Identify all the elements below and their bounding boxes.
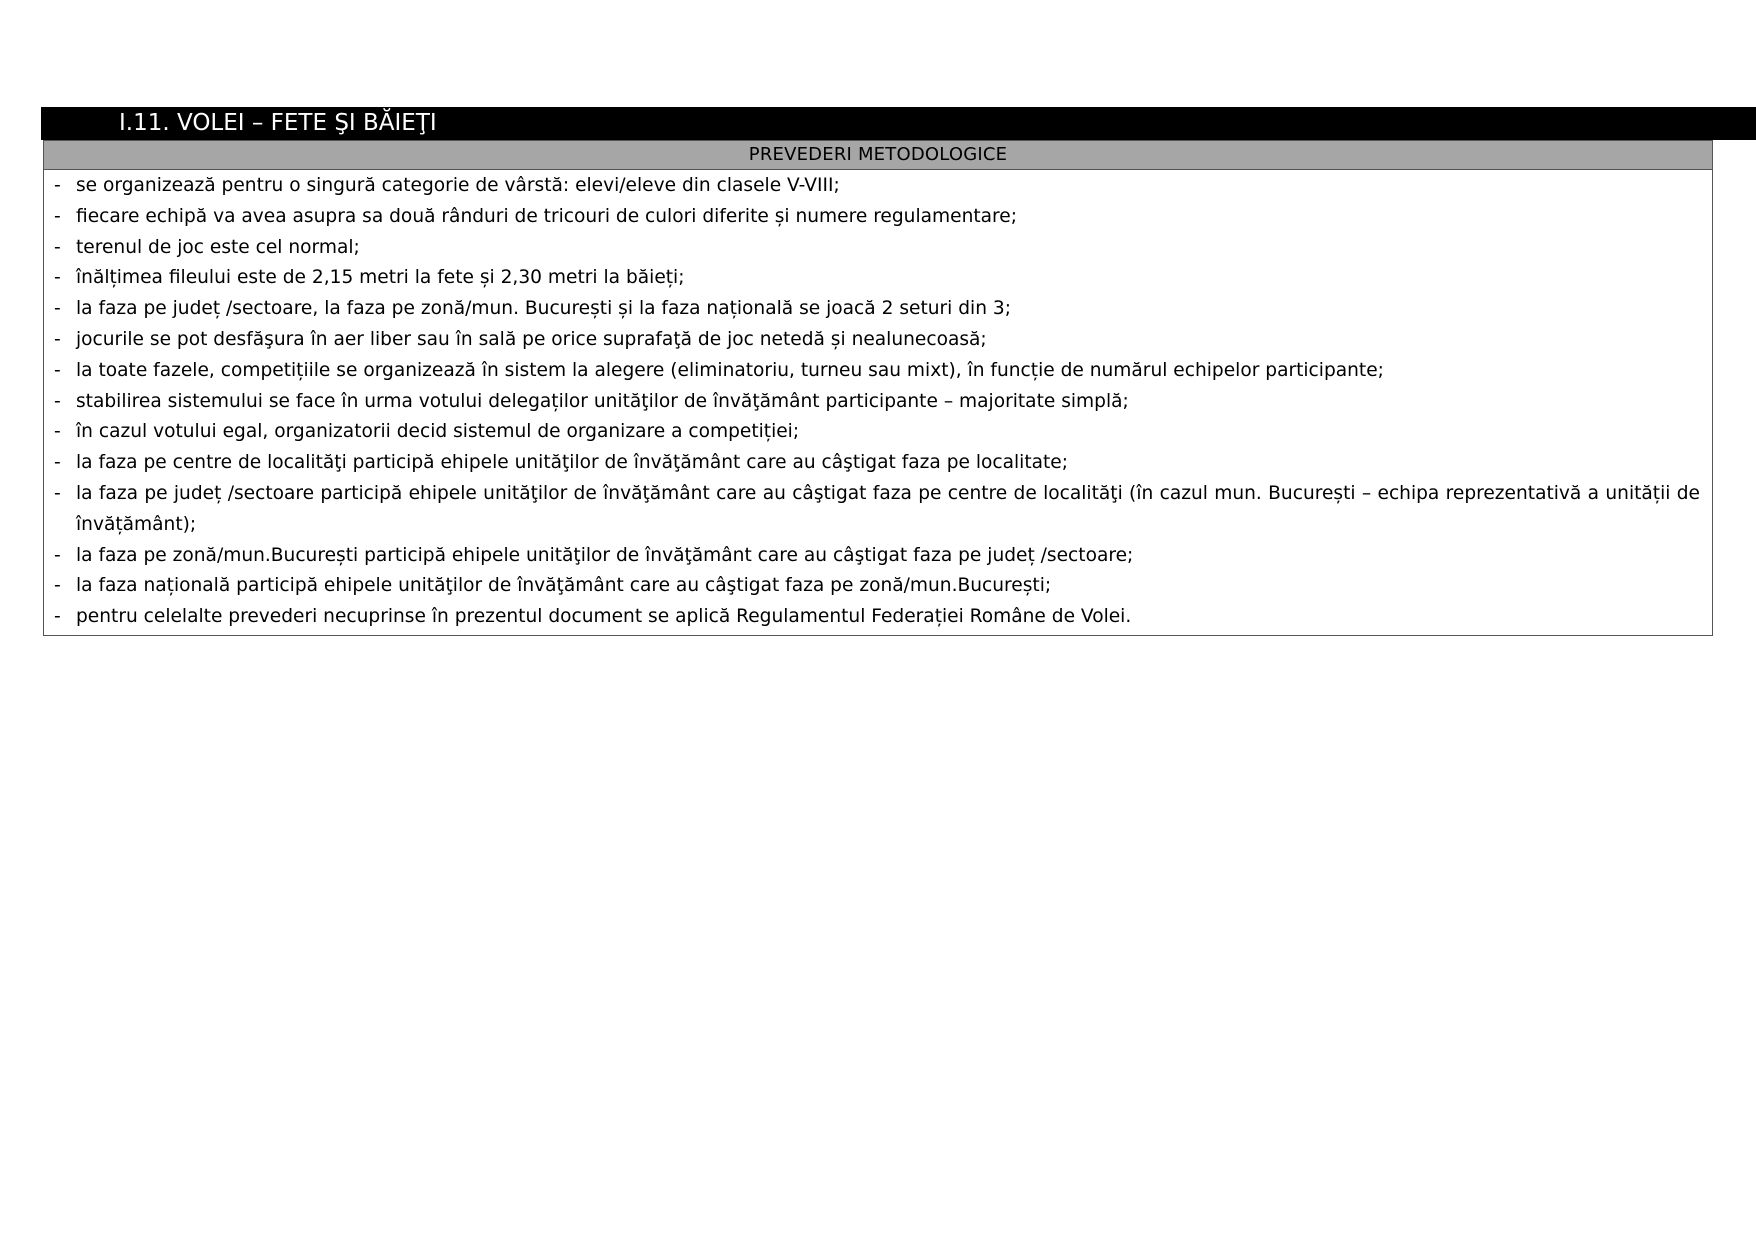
list-item-text: la faza națională participă ehipele unităţilor de învăţământ care au câştigat faza pe zonă/mun.București; xyxy=(76,575,1052,597)
bullet-dash: - xyxy=(54,267,61,289)
list-item xyxy=(54,448,1700,479)
bullet-dash: - xyxy=(54,482,61,504)
bullet-dash: - xyxy=(54,452,61,474)
list-item-text: la toate fazele, competițiile se organizează în sistem la alegere (eliminatoriu, turneu sau mixt), în funcție de numărul echipelor participante; xyxy=(76,359,1384,381)
table-header: PREVEDERI METODOLOGICE xyxy=(44,141,1712,170)
list-item xyxy=(54,541,1700,572)
list-item-text: pentru celelalte prevederi necuprinse în prezentul document se aplică Regulamentul Federației Române de Volei. xyxy=(76,606,1132,628)
list-item xyxy=(54,479,1700,541)
bullet-dash: - xyxy=(54,390,61,412)
list-item-text: la faza pe județ /sectoare, la faza pe zonă/mun. București și la faza națională se joacă 2 seturi din 3; xyxy=(76,298,1011,320)
bullet-dash: - xyxy=(54,205,61,227)
bullet-dash: - xyxy=(54,328,61,350)
bullet-dash: - xyxy=(54,606,61,628)
list-item-text: în cazul votului egal, organizatorii decid sistemul de organizare a competiției; xyxy=(76,421,800,443)
rules-list xyxy=(44,170,1712,635)
bullet-dash: - xyxy=(54,544,61,566)
list-item-text: la faza pe zonă/mun.București participă ehipele unităţilor de învăţământ care au câştigat faza pe județ /sectoare; xyxy=(76,544,1134,566)
list-item xyxy=(54,263,1700,294)
methodology-table xyxy=(43,140,1713,636)
list-item-text: la faza pe județ /sectoare participă ehipele unităţilor de învăţământ care au câştigat faza pe centre de localităţi (în cazul mun. București – echipa reprezentativă a unității de învățământ); xyxy=(76,482,1700,535)
bullet-dash: - xyxy=(54,359,61,381)
list-item-text: stabilirea sistemului se face în urma votului delegaților unităţilor de învăţământ participante – majoritate simplă; xyxy=(76,390,1129,412)
list-item-text: terenul de joc este cel normal; xyxy=(76,236,360,258)
bullet-dash: - xyxy=(54,298,61,320)
list-item xyxy=(54,294,1700,325)
list-item xyxy=(54,202,1700,233)
list-item xyxy=(54,602,1700,633)
list-item xyxy=(54,571,1700,602)
bullet-dash: - xyxy=(54,421,61,443)
list-item xyxy=(54,417,1700,448)
section-title-bar xyxy=(41,107,1756,140)
list-item xyxy=(54,233,1700,264)
list-item-text: fiecare echipă va avea asupra sa două rânduri de tricouri de culori diferite și numere regulamentare; xyxy=(76,205,1017,227)
list-item-text: înălțimea fileului este de 2,15 metri la fete și 2,30 metri la băieți; xyxy=(76,267,685,289)
bullet-dash: - xyxy=(54,175,61,196)
bullet-dash: - xyxy=(54,575,61,597)
list-item xyxy=(54,325,1700,356)
list-item-text: se organizează pentru o singură categorie de vârstă: elevi/eleve din clasele V-VIII; xyxy=(76,175,840,196)
section-title: I.11. VOLEI – FETE ŞI BĂIEŢI xyxy=(119,110,437,136)
list-item xyxy=(54,387,1700,418)
list-item xyxy=(54,356,1700,387)
list-item xyxy=(54,171,1700,202)
list-item-text: la faza pe centre de localităţi participă ehipele unităţilor de învăţământ care au câştigat faza pe localitate; xyxy=(76,452,1069,474)
list-item-text: jocurile se pot desfăşura în aer liber sau în sală pe orice suprafaţă de joc netedă și nealunecoasă; xyxy=(76,328,987,350)
bullet-dash: - xyxy=(54,236,61,258)
